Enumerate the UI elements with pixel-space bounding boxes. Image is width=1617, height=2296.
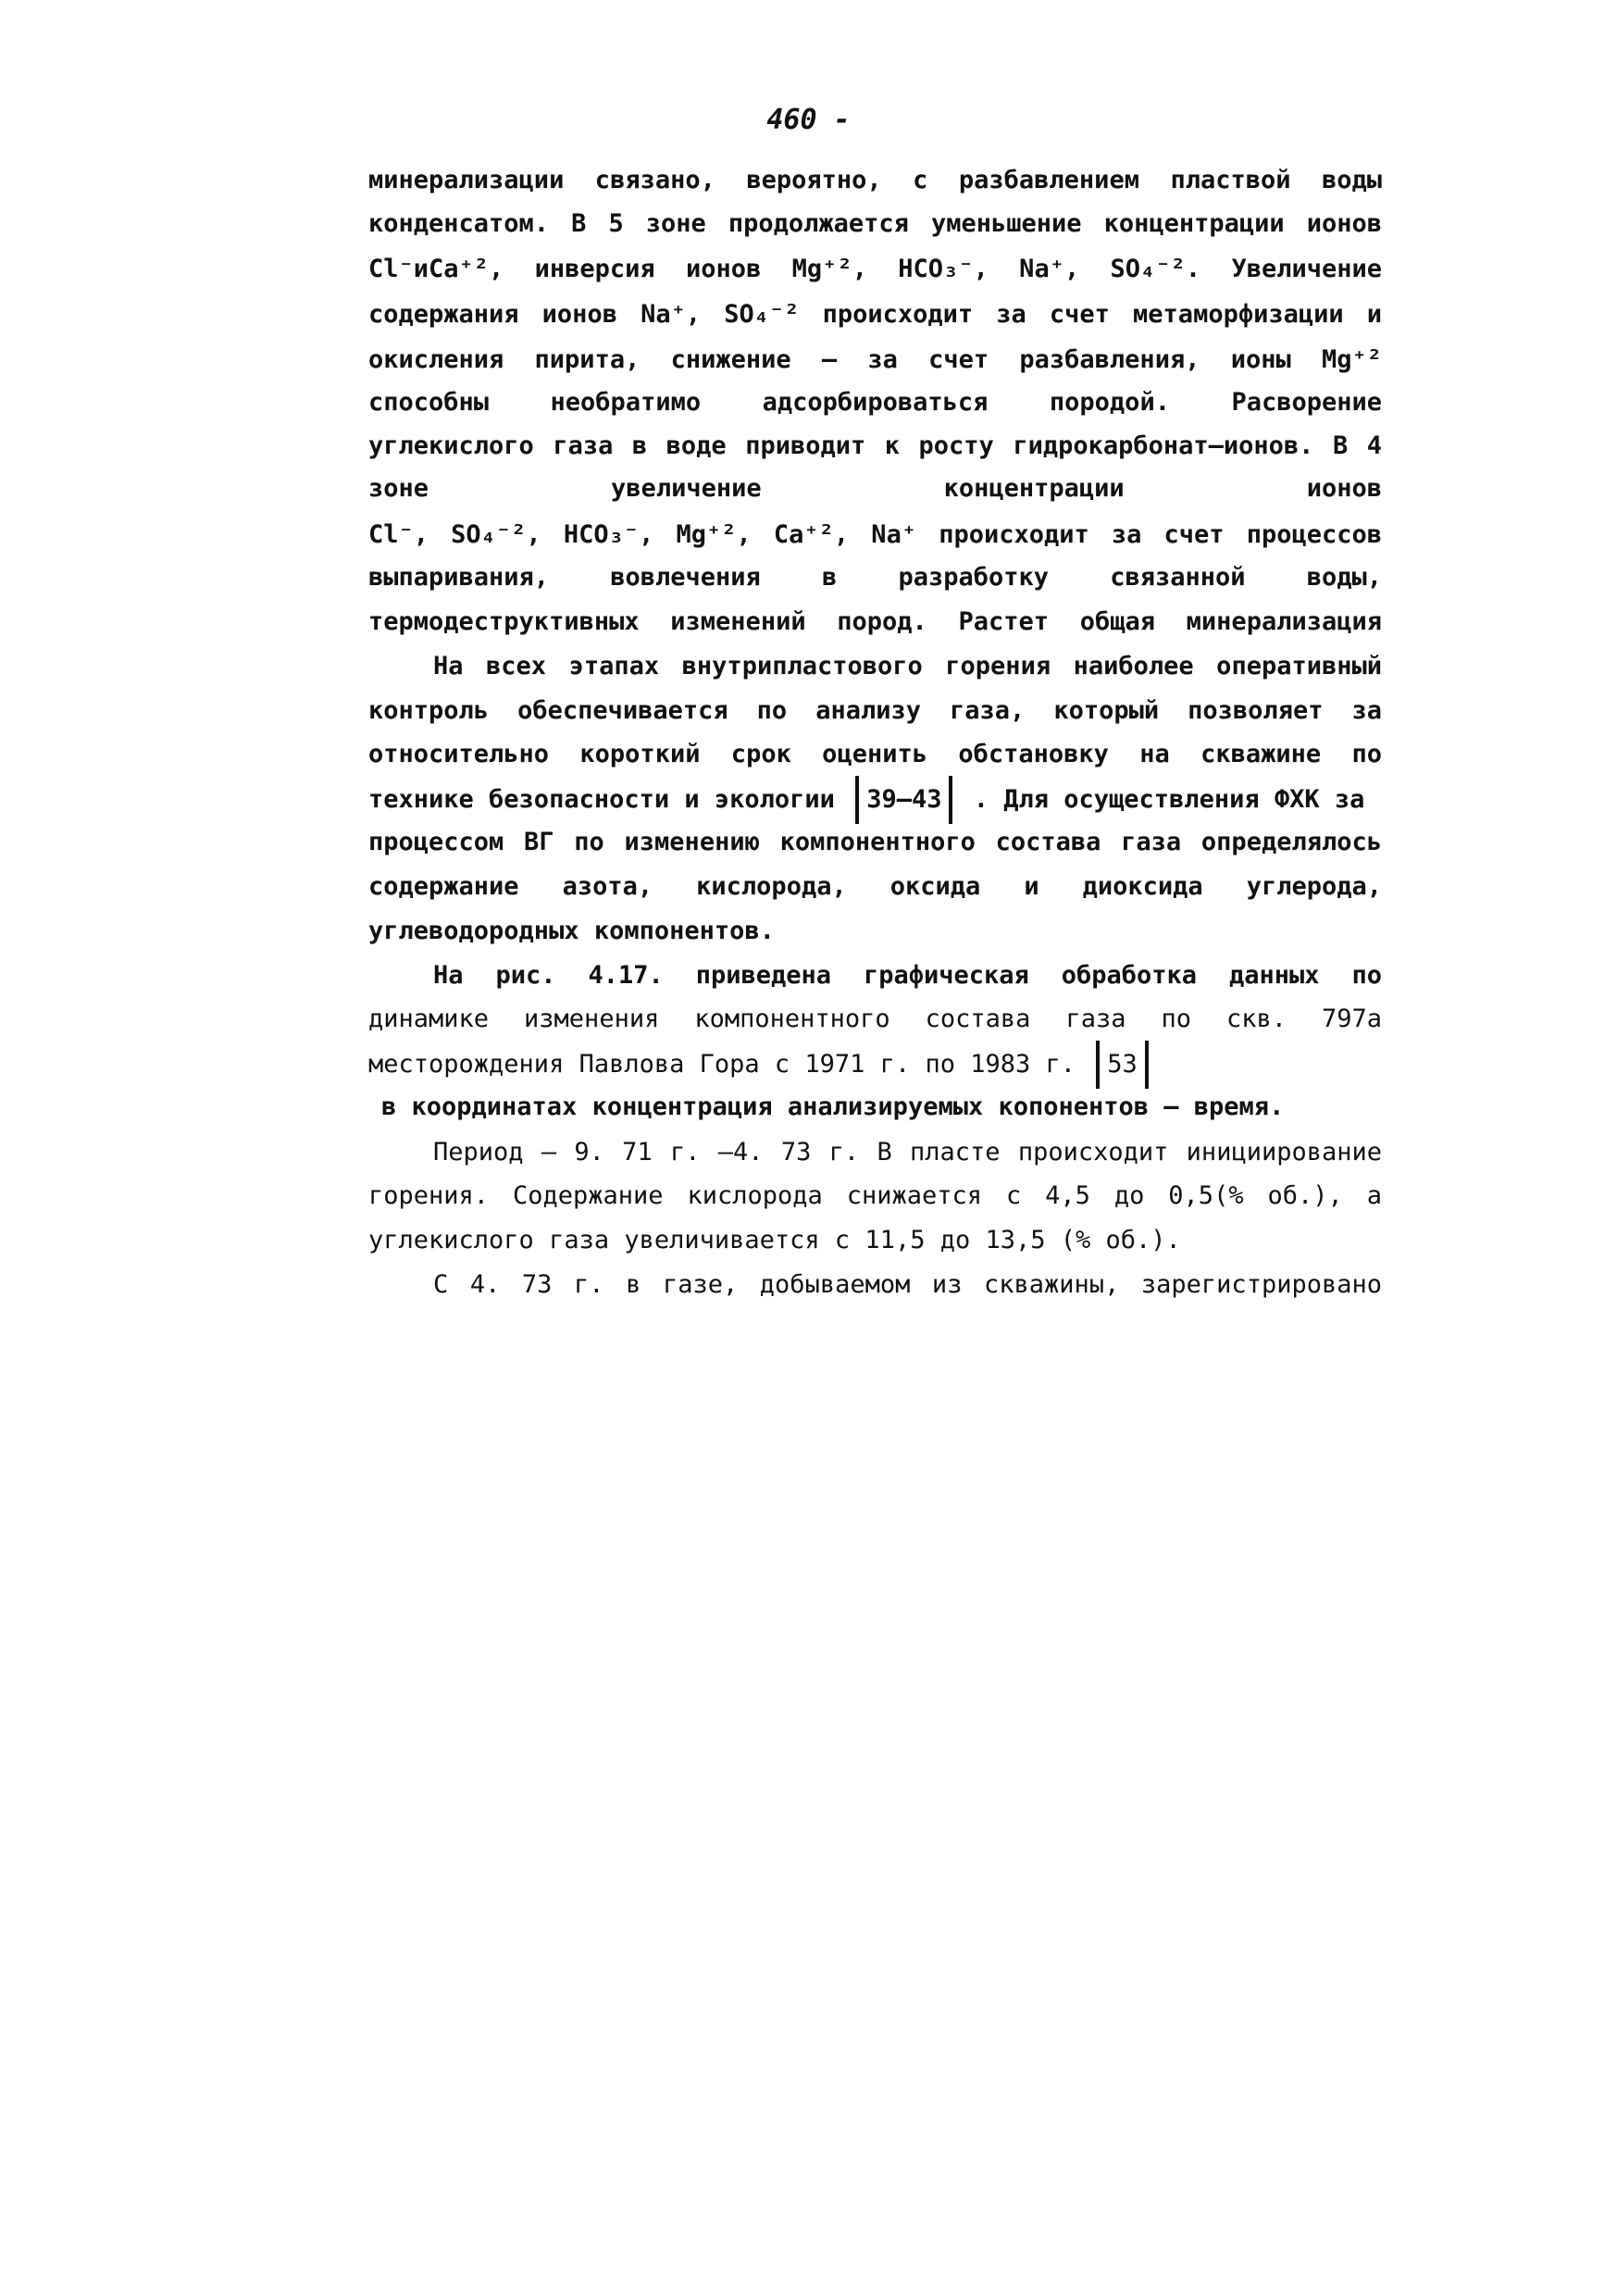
text-segment: . Для осуществления ФХК за [973,785,1365,814]
paragraph-first-line: На всех этапах внутрипластового горения наиболее оперативный [433,652,1382,680]
text-line: Cl⁻, SO₄⁻², HCO₃⁻, Mg⁺², Ca⁺², Na⁺ происходит за счет процессов [368,520,1382,549]
text-line: зоне увеличение концентрации ионов [368,474,1382,503]
text-line: содержание азота, кислорода, оксида и диоксида углерода, [368,872,1382,901]
text-line-with-ref [368,776,1382,824]
text-line: углекислого газа увеличивается с 11,5 до 13,5 (% об.). [368,1226,1181,1254]
text-line: термодеструктивных изменений пород. Растет общая минерализация [368,607,1382,636]
citation-ref: 53 [1096,1041,1149,1089]
page-number: 460 - [766,104,851,136]
text-line: углекислого газа в воде приводит к росту гидрокарбонат–ионов. В 4 [368,431,1382,460]
text-line: контроль обеспечивается по анализу газа, который позволяет за [368,696,1382,725]
text-line: выпаривания, вовлечения в разработку связанной воды, [368,563,1382,592]
text-line: динамике изменения компонентного состава газа по скв. 797а [368,1004,1382,1033]
citation-ref: 39–43 [855,776,952,824]
text-line: горения. Содержание кислорода снижается с 4,5 до 0,5(% об.), а [368,1181,1382,1210]
text-line: Cl⁻иCa⁺², инверсия ионов Mg⁺², HCO₃⁻, Na⁺, SO₄⁻². Увеличение [368,255,1382,283]
text-line: относительно короткий срок оценить обстановку на скважине по [368,740,1382,768]
paragraph-first-line: Период – 9. 71 г. –4. 73 г. В пласте происходит инициирование [433,1138,1382,1167]
text-line: способны необратимо адсорбироваться породой. Расворение [368,388,1382,417]
text-line: содержания ионов Na⁺, SO₄⁻² происходит за счет метаморфизации и [368,300,1382,329]
text-line-with-ref [368,1041,1382,1089]
text-line: в координатах концентрация анализируемых копонентов – время. [381,1092,1285,1121]
text-line: минерализации связано, вероятно, с разбавлением пластвой воды [368,166,1382,194]
text-line: углеводородных компонентов. [368,917,775,945]
text-line: конденсатом. В 5 зоне продолжается уменьшение концентрации ионов [368,209,1382,238]
text-segment: технике безопасности и экологии [368,785,835,814]
text-line: процессом ВГ по изменению компонентного состава газа определялось [368,828,1382,856]
paragraph-first-line: С 4. 73 г. в газе, добываемом из скважины, зарегистрировано [433,1270,1382,1299]
paragraph-first-line: На рис. 4.17. приведена графическая обработка данных по [433,961,1382,990]
text-segment: месторождения Павлова Гора с 1971 г. по 1983 г. [368,1050,1076,1079]
text-line: окисления пирита, снижение – за счет разбавления, ионы Mg⁺² [368,345,1382,374]
